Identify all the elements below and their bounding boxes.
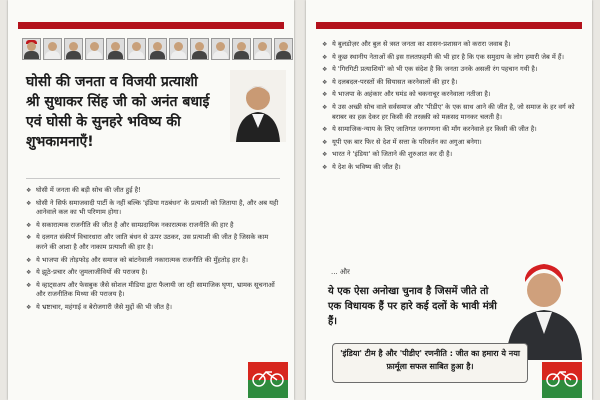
list-item: ❖ ये भाजपा की तोड़फोड़ और समाज को बांटनेवाली नकारात्मक राजनीति की मुँहतोड़ हार है। [26,256,280,266]
leader-portrait [190,38,209,60]
cycle-logo-icon [248,362,288,398]
leader-portrait [148,38,167,60]
list-item: ❖ ये व्हाट्सअप और फेसबुक जैसे सोशल मीडिया द्वारा फैलायी जा रही सामाजिक घृणा, भ्रामक सूचनाओं और राजनीतिक मिथ्या की पराजय है। [26,281,280,300]
list-item: ❖ ये 'गिरगिटी प्रत्याशियों' को भी एक संदेश है कि जनता उनके असली रंग पहचान गयी है। [322,65,578,75]
list-item: ❖ ये झूठे-प्रचार और जुमलाजीवियों की पराजय है। [26,268,280,278]
top-accent-bar [18,22,284,29]
leader-portrait [232,38,251,60]
list-item: ❖ ये दलगत संकीर्ण विचारधारा और जाति बंधन से ऊपर उठकर, उस प्रत्याशी की जीत है जिसके काम करने की आशा है और नाकाम प्रत्याशी की हार है। [26,233,280,252]
list-item: ❖ ये कुछ स्थानीय नेताओं की इस ग़लतफ़हमी की भी हार है कि एक समुदाय के लोग हमारी जेब में हैं। [322,53,578,63]
divider [26,178,280,179]
leader-portrait [253,38,272,60]
strategy-quote: 'इंडिया' टीम है और 'पीडीए' रणनीति : जीत का हमारा ये नया फ़ार्मूला सफल साबित हुआ है। [340,349,520,371]
left-bullet-list [26,186,280,316]
leader-portrait [211,38,230,60]
leader-portraits-row [22,38,293,60]
list-item: ❖ ये भाजपा के अहंकार और घमंड को चकनाचूर करनेवाला नतीजा है। [322,90,578,100]
list-item: ❖ यूपी एक बार फिर से देश में सत्ता के परिवर्तन का अगुआ बनेगा। [322,138,578,148]
leader-portrait [43,38,62,60]
right-page [306,0,592,400]
cycle-logo-icon [542,362,582,398]
list-item: ❖ ये सामाजिक-न्याय के लिए जातिगत जनगणना की माँग करनेवाले हर किसी की जीत है। [322,125,578,135]
leader-portrait [64,38,83,60]
top-accent-bar [316,22,582,29]
congratulation-headline: घोसी की जनता व विजयी प्रत्याशी श्री सुधाकर सिंह जी को अनंत बधाई एवं घोसी के सुनहरे भविष्य की शुभकामनाएँ! [26,74,210,150]
leader-portrait [85,38,104,60]
leader-portrait [127,38,146,60]
list-item: ❖ ये उस अच्छी सोच वाले सर्वसमाज और 'पीडीए' के एक साथ आने की जीत है, जो समाज के हर वर्ग को बराबर का हक़ देकर हर किसी की तरक़्क़ी को मक़सद मानकर चलती है। [322,103,578,122]
left-page [8,0,294,400]
list-item: ❖ ये देश के भविष्य की जीत है। [322,163,578,173]
strategy-quote-box [332,343,528,383]
list-item: ❖ ये बुलडोज़र और बुल से त्रस्त जनता का शासन-प्रशासन को करारा जवाब है। [322,40,578,50]
list-item: ❖ भारत ने 'इंडिया' को जिताने की शुरुआत कर दी है। [322,150,578,160]
list-item: ❖ घोसी ने सिर्फ समाजवादी पार्टी के नहीं बल्कि 'इंडिया गठबंधन' के प्रत्याशी को जिताया है, और अब यही आनेवाले कल का भी परिणाम होगा। [26,199,280,218]
leader-portrait [169,38,188,60]
list-item: ❖ ये दलबदल-परस्तों की सियासत करनेवालों की हार है। [322,78,578,88]
list-item: ❖ ये सकारात्मक राजनीति की जीत है और साम्प्रदायिक नकारात्मक राजनीति की हार है [26,221,280,231]
highlight-statement: ये एक ऐसा अनोखा चुनाव है जिसमें जीते तो एक विधायक हैं पर हारे कई दलों के भावी मंत्री हैं। [328,286,497,327]
list-item: ❖ घोसी में जनता की बड़ी सोच की जीत हुई है! [26,186,280,196]
and-text: ... और [331,268,350,276]
leader-portrait [106,38,125,60]
right-bullet-list [322,40,578,176]
leader-portrait [274,38,293,60]
list-item: ❖ ये भ्रष्टाचार, महंगाई व बेरोजगारी जैसे मुद्दों की भी जीत है। [26,303,280,313]
leader-photo [230,70,286,142]
leader-portrait [22,38,41,60]
